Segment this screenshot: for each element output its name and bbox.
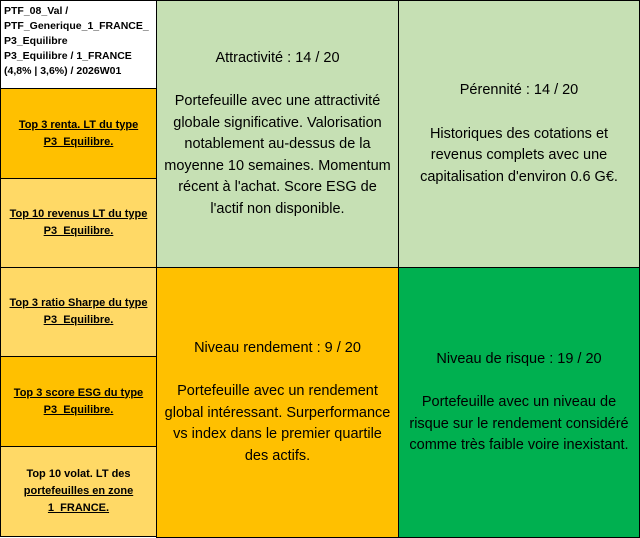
top-esg-label[interactable]: Top 3 score ESG du type P3_Equilibre.: [13, 386, 144, 416]
portfolio-info-line: PTF_08_Val /: [4, 5, 69, 17]
attractivite-panel: [156, 0, 399, 268]
portfolio-info-line: (4,8% | 3,6%) / 2026W01: [4, 65, 122, 77]
top-revenus-link[interactable]: [0, 178, 157, 268]
risque-description: Portefeuille avec un niveau de risque sur le rendement considéré comme très faible voire inexistant.: [409, 394, 629, 453]
portfolio-info-line: PTF_Generique_1_FRANCE_: [4, 20, 149, 32]
top-esg-link[interactable]: [0, 356, 157, 447]
top-volat-line[interactable]: portefeuilles en zone: [23, 485, 134, 497]
perennite-title: Pérennité : 14 / 20: [459, 82, 579, 98]
top-revenus-label[interactable]: Top 10 revenus LT du type P3_Equilibre.: [9, 208, 148, 237]
top-renta-link[interactable]: [0, 88, 157, 179]
rendement-title: Niveau rendement : 9 / 20: [194, 339, 361, 356]
portfolio-info-line: P3_Equilibre: [4, 35, 68, 47]
top-volat-line[interactable]: 1_FRANCE.: [47, 502, 110, 514]
top-volat-line[interactable]: Top 10 volat. LT des: [26, 468, 131, 480]
perennite-panel: [398, 0, 640, 268]
portfolio-info-line: P3_Equilibre / 1_FRANCE: [4, 50, 132, 62]
top-sharpe-label[interactable]: Top 3 ratio Sharpe du type P3_Equilibre.: [9, 297, 148, 326]
top-volat-link[interactable]: [0, 446, 157, 537]
top-volat-text[interactable]: [24, 466, 133, 517]
portfolio-info: [0, 0, 157, 89]
rendement-panel: [156, 267, 399, 538]
perennite-description: Historiques des cotations et revenus complets avec une capitalisation d'environ 0.6 G€.: [420, 125, 618, 185]
attractivite-description: Portefeuille avec une attractivité globale significative. Valorisation notablement au-dessus de la moyenne 10 semaines. Momentum récent à l'achat. Score ESG de l'actif non disponible.: [164, 93, 391, 217]
top-renta-label[interactable]: Top 3 renta. LT du type P3_Equilibre.: [18, 118, 139, 148]
top-sharpe-link[interactable]: [0, 267, 157, 357]
risque-title: Niveau de risque : 19 / 20: [436, 350, 602, 367]
risque-panel: [398, 267, 640, 538]
rendement-description: Portefeuille avec un rendement global intéressant. Surperformance vs index dans le premier quartile des actifs.: [164, 383, 391, 464]
attractivite-title: Attractivité : 14 / 20: [215, 49, 340, 66]
